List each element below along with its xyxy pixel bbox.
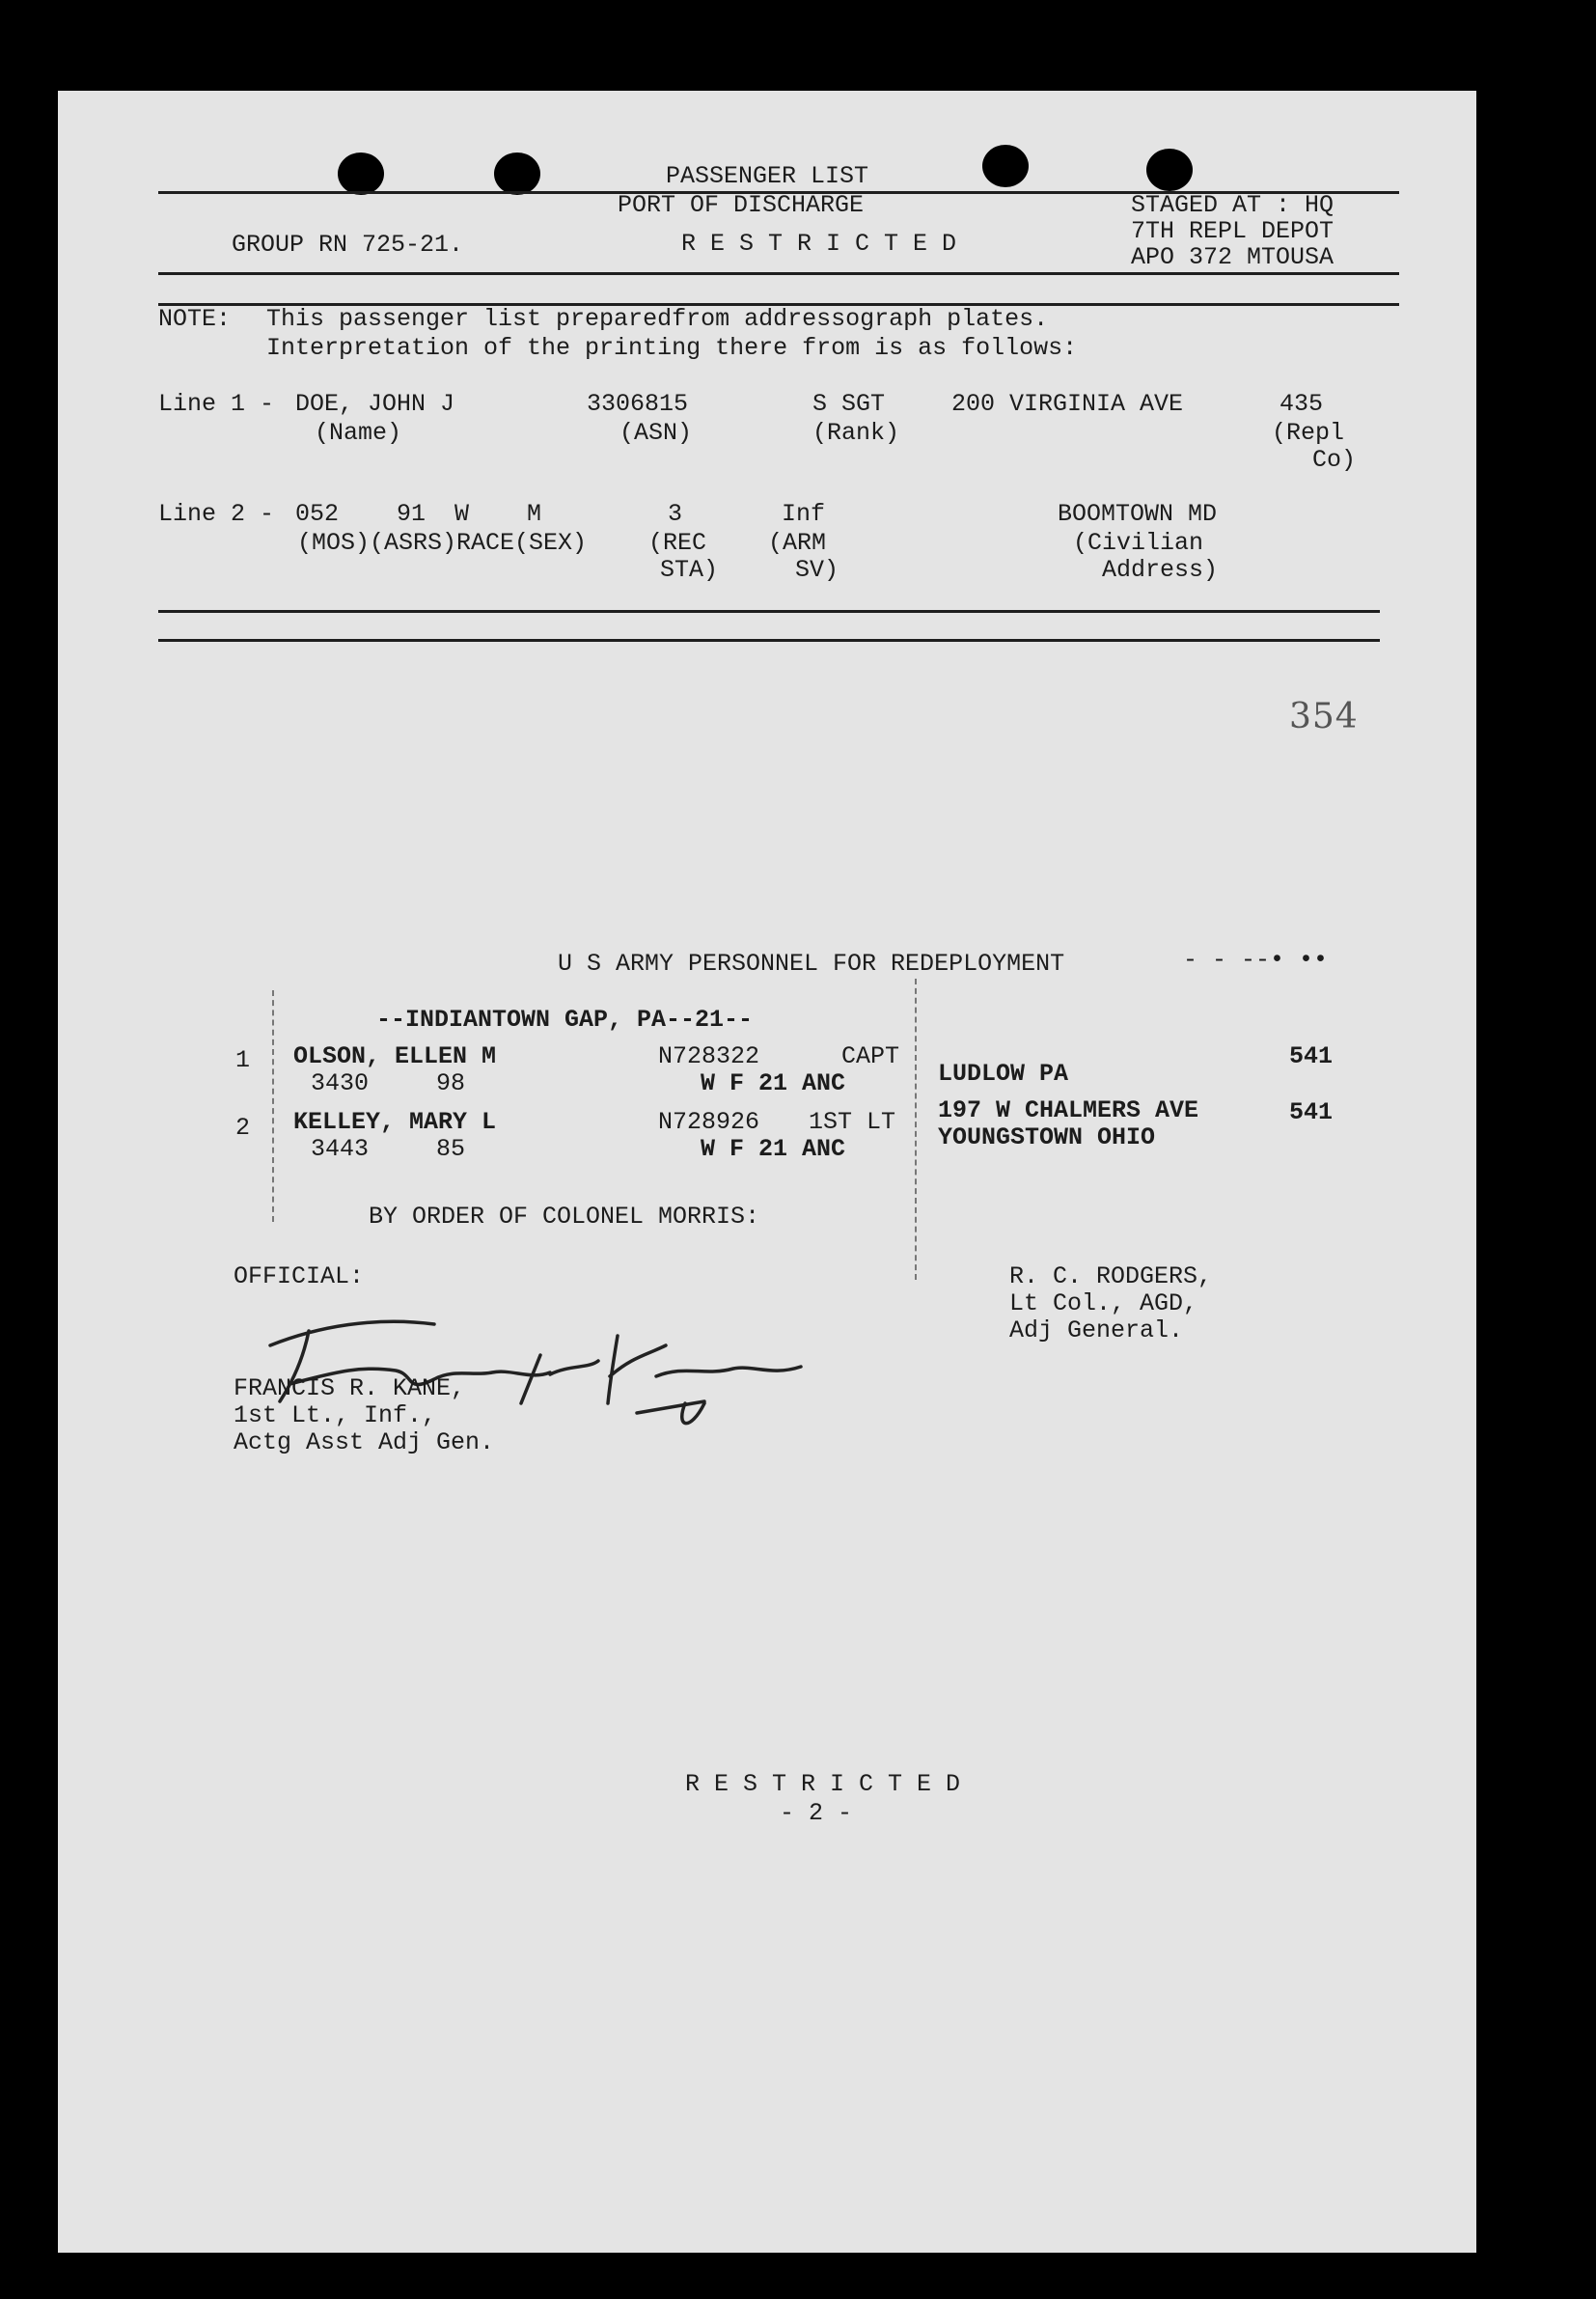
divider-dotted-left bbox=[272, 990, 274, 1222]
signer-left-title: Actg Asst Adj Gen. bbox=[234, 1428, 495, 1456]
entry-repl: 541 bbox=[1289, 1042, 1334, 1070]
legend-rank-caption: (Rank) bbox=[812, 419, 900, 447]
legend-city-caption-2: Address) bbox=[1102, 556, 1219, 584]
signer-left-rank: 1st Lt., Inf., bbox=[234, 1401, 437, 1429]
legend-rec: 3 bbox=[668, 500, 683, 528]
legend-line1-label: Line 1 - bbox=[158, 390, 275, 418]
section-title: U S ARMY PERSONNEL FOR REDEPLOYMENT bbox=[558, 950, 1065, 978]
entry-mos: 3430 bbox=[311, 1069, 370, 1097]
official-label: OFFICIAL: bbox=[234, 1262, 365, 1290]
entry-name: KELLEY, MARY L bbox=[293, 1108, 497, 1136]
section-dashes: - - --• •• bbox=[1183, 946, 1329, 974]
entry-race-sex-rec-arm: W F 21 ANC bbox=[701, 1069, 846, 1097]
signer-right-name: R. C. RODGERS, bbox=[1009, 1262, 1213, 1290]
entry-asrs: 98 bbox=[436, 1069, 466, 1097]
legend-rec-caption-1: (REC bbox=[648, 529, 707, 557]
group-number: GROUP RN 725-21. bbox=[232, 231, 464, 259]
page-number: - 2 - bbox=[780, 1799, 853, 1827]
staged-at-2: 7TH REPL DEPOT bbox=[1131, 217, 1335, 245]
legend-line2-values: 052 91 W M bbox=[295, 500, 542, 528]
legend-address: 200 VIRGINIA AVE bbox=[951, 390, 1184, 418]
legend-rule-2 bbox=[158, 639, 1380, 642]
legend-arm: Inf bbox=[782, 500, 826, 528]
entry-repl: 541 bbox=[1289, 1098, 1334, 1126]
legend-repl-caption-2: Co) bbox=[1312, 446, 1357, 474]
entry-rank: CAPT bbox=[841, 1042, 900, 1070]
legend-rec-caption-2: STA) bbox=[660, 556, 719, 584]
entry-asrs: 85 bbox=[436, 1135, 466, 1163]
legend-city: BOOMTOWN MD bbox=[1058, 500, 1218, 528]
legend-repl: 435 bbox=[1280, 390, 1324, 418]
classification-bottom: R E S T R I C T E D bbox=[685, 1770, 961, 1798]
entry-asn: N728926 bbox=[658, 1108, 760, 1136]
signer-right-rank: Lt Col., AGD, bbox=[1009, 1289, 1198, 1317]
legend-name: DOE, JOHN J bbox=[295, 390, 455, 418]
legend-arm-caption-2: SV) bbox=[795, 556, 839, 584]
staged-at-3: APO 372 MTOUSA bbox=[1131, 243, 1335, 271]
entry-asn: N728322 bbox=[658, 1042, 760, 1070]
divider-dotted-right bbox=[915, 979, 917, 1280]
classification-top: R E S T R I C T E D bbox=[681, 230, 957, 258]
camp-heading: --INDIANTOWN GAP, PA--21-- bbox=[376, 1006, 754, 1034]
header-rule-mid bbox=[158, 272, 1399, 275]
list-subtitle: PORT OF DISCHARGE bbox=[618, 191, 865, 219]
legend-repl-caption-1: (Repl bbox=[1272, 419, 1345, 447]
punch-hole bbox=[982, 145, 1029, 187]
entry-race-sex-rec-arm: W F 21 ANC bbox=[701, 1135, 846, 1163]
legend-rule-1 bbox=[158, 610, 1380, 613]
signer-left-name: FRANCIS R. KANE, bbox=[234, 1374, 466, 1402]
legend-asn-caption: (ASN) bbox=[619, 419, 693, 447]
note-line-1: This passenger list preparedfrom addressograph plates. bbox=[266, 305, 1049, 333]
entry-number: 1 bbox=[235, 1046, 251, 1074]
punch-hole bbox=[1146, 149, 1193, 191]
staged-at-1: STAGED AT : HQ bbox=[1131, 191, 1335, 219]
punch-hole bbox=[338, 152, 384, 195]
note-label: NOTE: bbox=[158, 305, 232, 333]
legend-arm-caption-1: (ARM bbox=[768, 529, 827, 557]
signer-right-title: Adj General. bbox=[1009, 1316, 1184, 1344]
document-page bbox=[58, 91, 1476, 2253]
legend-line2-captions: (MOS)(ASRS)RACE(SEX) bbox=[297, 529, 588, 557]
order-line: BY ORDER OF COLONEL MORRIS: bbox=[369, 1203, 760, 1231]
entry-address-line-1: LUDLOW PA bbox=[938, 1060, 1069, 1088]
legend-name-caption: (Name) bbox=[315, 419, 402, 447]
punch-hole bbox=[494, 152, 540, 195]
legend-asn: 3306815 bbox=[587, 390, 689, 418]
entry-number: 2 bbox=[235, 1114, 251, 1142]
entry-address-line-1: 197 W CHALMERS AVE bbox=[938, 1096, 1199, 1124]
page-stamp-number: 354 bbox=[1289, 697, 1359, 736]
entry-name: OLSON, ELLEN M bbox=[293, 1042, 497, 1070]
legend-rank: S SGT bbox=[812, 390, 886, 418]
list-title: PASSENGER LIST bbox=[666, 162, 869, 190]
note-line-2: Interpretation of the printing there from is as follows: bbox=[266, 334, 1078, 362]
legend-line2-label: Line 2 - bbox=[158, 500, 275, 528]
entry-mos: 3443 bbox=[311, 1135, 370, 1163]
entry-rank: 1ST LT bbox=[809, 1108, 896, 1136]
legend-city-caption-1: (Civilian bbox=[1073, 529, 1204, 557]
entry-address-line-2: YOUNGSTOWN OHIO bbox=[938, 1123, 1156, 1151]
